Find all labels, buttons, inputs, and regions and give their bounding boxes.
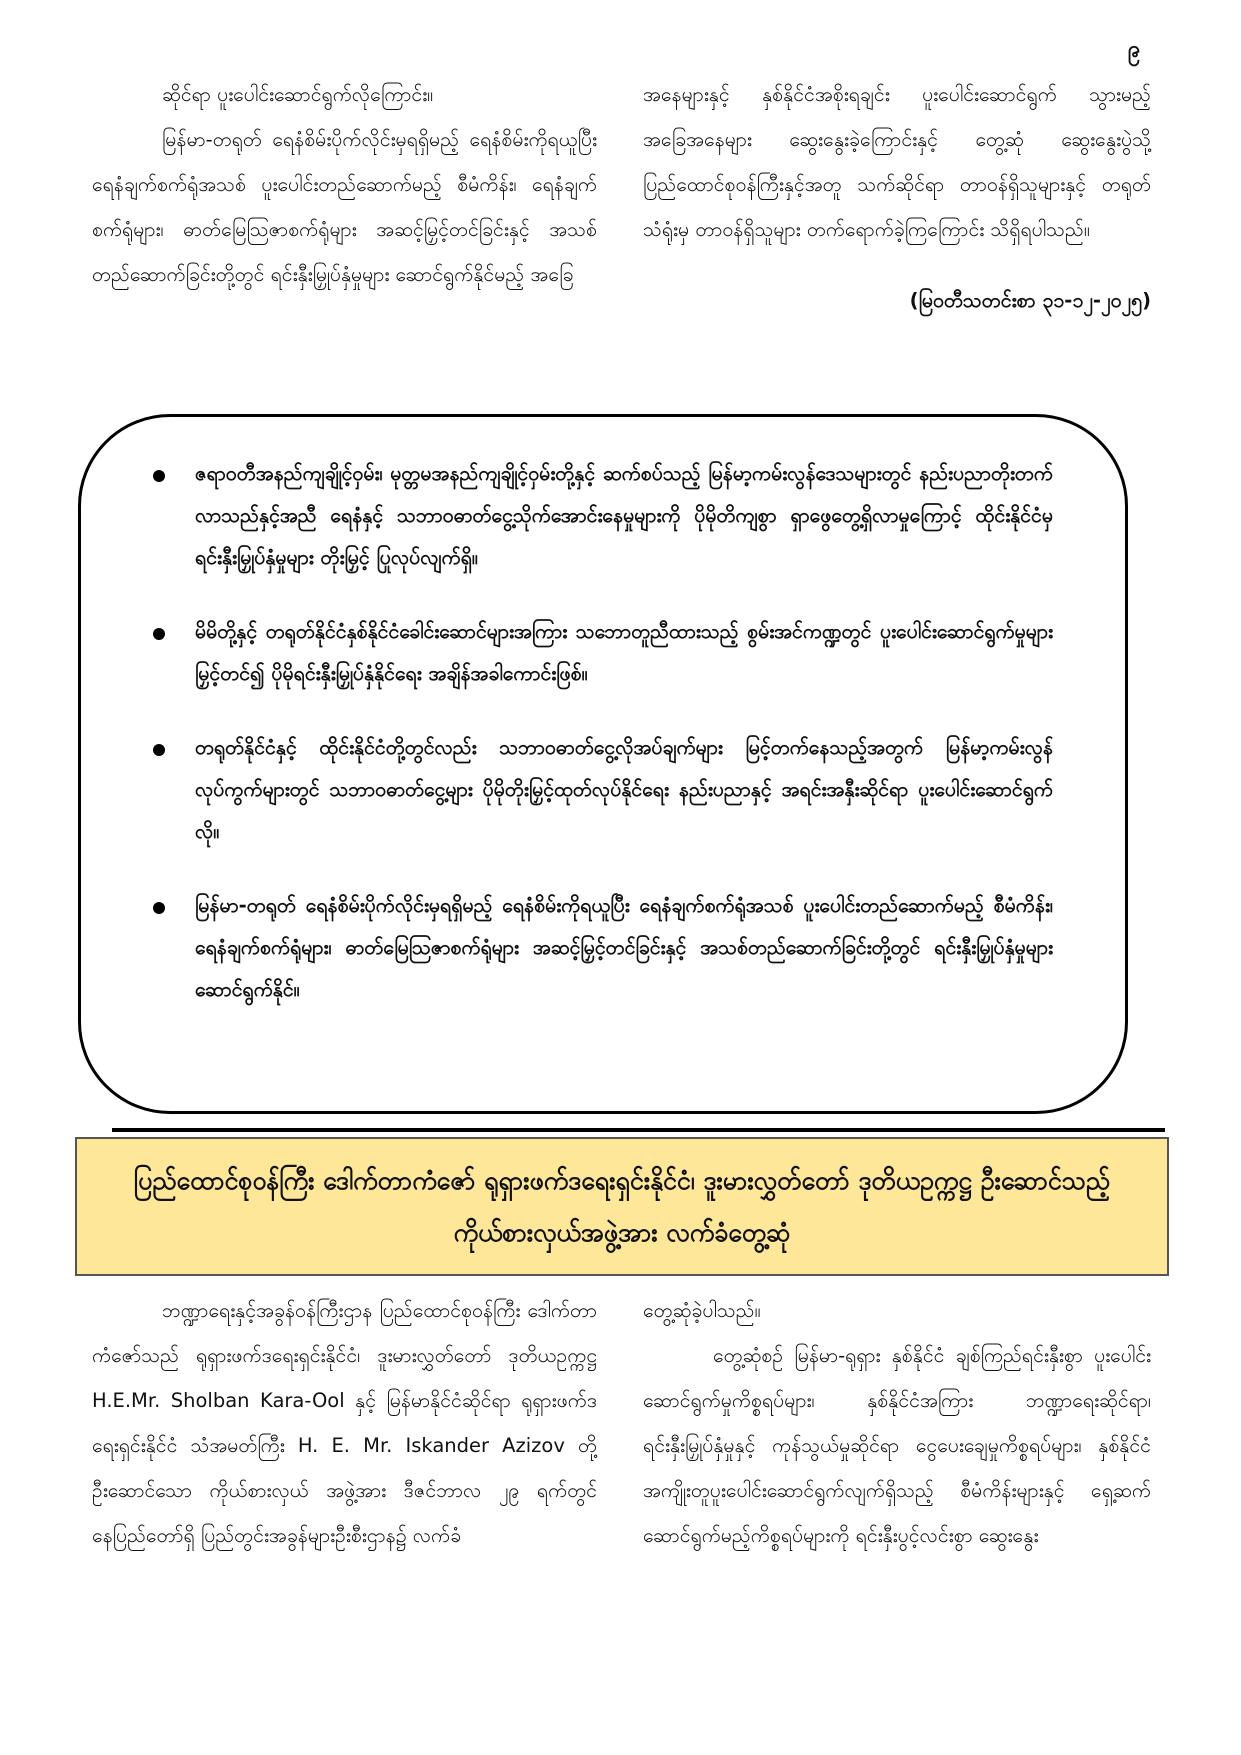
article-bottom-left-column [92,1288,597,1558]
bullet-text: ဇရာဝတီအနည်ကျချိုင့်ဝှမ်း၊ မုတ္တမအနည်ကျချိုင့်ဝှမ်းတို့နှင့် ဆက်စပ်သည့် မြန်မာ့ကမ်းလွန်ဒေသများတွင် နည်းပညာတိုးတက်လာသည်နှင့်အညီ ရေနံနှင့် သဘာဝဓာတ်ငွေ့သိုက်အောင်းနေမှုများကို ပိုမိုတိကျစွာ ရှာဖွေတွေ့ရှိလာမှုကြောင့် ထိုင်းနိုင်ငံမှ ရင်းနှီးမြှုပ်နှံမှုများ တိုးမြှင့် ပြုလုပ်လျက်ရှိ။ [195,462,1053,569]
bullet-text: မြန်မာ-တရုတ် ရေနံစိမ်းပိုက်လိုင်းမှရရှိမည့် ရေနံစိမ်းကိုရယူပြီး ရေနံချက်စက်ရုံအသစ် ပူးပေါင်းတည်ဆောက်မည့် စီမံကိန်း၊ ရေနံချက်စက်ရုံများ၊ ဓာတ်မြေဩဇာစက်ရုံများ အဆင့်မြှင့်တင်ခြင်းနှင့် အသစ်တည်ဆောက်ခြင်းတို့တွင် ရင်းနှီးမြှုပ်နှံမှုများ ဆောင်ရွက်နိုင်။ [195,894,1053,1001]
paragraph: မြန်မာ-တရုတ် ရေနံစိမ်းပိုက်လိုင်းမှရရှိမည့် ရေနံစိမ်းကိုရယူပြီး ရေနံချက်စက်ရုံအသစ် ပူးပေါင်းတည်ဆောက်မည့် စီမံကိန်း၊ ရေနံချက်စက်ရုံများ၊ ဓာတ်မြေဩဇာစက်ရုံများ အဆင့်မြှင့်တင်ခြင်းနှင့် အသစ်တည်ဆောက်ခြင်းတို့တွင် ရင်းနှီးမြှုပ်နှံမှုများ ဆောင်ရွက်နိုင်မည့် အခြေ [92,128,597,286]
article-top-right-column [643,72,1151,323]
summary-bullet [153,885,1053,1011]
section-divider [112,1128,1165,1132]
article-top-left-column [92,72,597,297]
summary-bullet [153,727,1053,853]
article-headline: ပြည်ထောင်စုဝန်ကြီး ဒေါက်တာကံဇော် ရုရှားဖက်ဒရေးရှင်းနိုင်ငံ၊ ဒူးမားလွှတ်တော် ဒုတိယဥက္ကဋ္ဌ ဦးဆောင်သည့် ကိုယ်စားလှယ်အဖွဲ့အား လက်ခံတွေ့ဆုံ [133,1165,1111,1247]
bullet-icon [153,470,165,482]
summary-bullet [153,453,1053,579]
paragraph: ဘဏ္ဍာရေးနှင့်အခွန်ဝန်ကြီးဌာန ပြည်ထောင်စုဝန်ကြီး ဒေါက်တာကံဇော်သည် ရုရှားဖက်ဒရေးရှင်းနိုင်ငံ၊ ဒူးမားလွှတ်တော် ဒုတိယဥက္ကဋ္ဌ H.E.Mr. Sholban Kara-Ool နှင့် မြန်မာနိုင်ငံဆိုင်ရာ ရုရှားဖက်ဒရေးရှင်းနိုင်ငံ သံအမတ်ကြီး H. E. Mr. Iskander Azizov တို့ဦးဆောင်သော ကိုယ်စားလှယ် အဖွဲ့အား ဒီဇင်ဘာလ ၂၉ ရက်တွင် နေပြည်တော်ရှိ ပြည်တွင်းအခွန်များဦးစီးဌာန၌ လက်ခံ [92,1299,597,1547]
bullet-text: မိမိတို့နှင့် တရုတ်နိုင်ငံနှစ်နိုင်ငံခေါင်းဆောင်များအကြား သဘောတူညီထားသည့် စွမ်းအင်ကဏ္ဍတွင် ပူးပေါင်းဆောင်ရွက်မှုများမြှင့်တင်၍ ပိုမိုရင်းနှီးမြှုပ်နှံနိုင်ရေး အချိန်အခါကောင်းဖြစ်။ [195,620,1053,685]
page-number: ၉ [1128,37,1141,62]
bullet-icon [153,902,165,914]
paragraph: တွေ့ဆုံခဲ့ပါသည်။ [643,1299,761,1322]
paragraph: တွေ့ဆုံစဉ် မြန်မာ-ရုရှား နှစ်နိုင်ငံ ချစ်ကြည်ရင်းနှီးစွာ ပူးပေါင်းဆောင်ရွက်မှုကိစ္စရပ်များ၊ နှစ်နိုင်ငံအကြား ဘဏ္ဍာရေးဆိုင်ရာ၊ ရင်းနှီးမြှုပ်နှံမှုနှင့် ကုန်သွယ်မှုဆိုင်ရာ ငွေပေးချေမှုကိစ္စရပ်များ၊ နှစ်နိုင်ငံ အကျိုးတူပူးပေါင်းဆောင်ရွက်လျက်ရှိသည့် စီမံကိန်းများနှင့် ရှေ့ဆက်ဆောင်ရွက်မည့်ကိစ္စရပ်များကို ရင်းနှီးပွင့်လင်းစွာ ဆွေးနွေး [643,1344,1151,1547]
paragraph: ဆိုင်ရာ ပူးပေါင်းဆောင်ရွက်လိုကြောင်း။ [162,83,434,106]
summary-box [78,414,1128,1114]
paragraph: အနေများနှင့် နှစ်နိုင်ငံအစိုးရချင်း ပူးပေါင်းဆောင်ရွက် သွားမည့် အခြေအနေများ ဆွေးနွေးခဲ့ကြောင်းနှင့် တွေ့ဆုံ ဆွေးနွေးပွဲသို့ ပြည်ထောင်စုဝန်ကြီးနှင့်အတူ သက်ဆိုင်ရာ တာဝန်ရှိသူများနှင့် တရုတ်သံရုံးမှ တာဝန်ရှိသူများ တက်ရောက်ခဲ့ကြကြောင်း သိရှိရပါသည်။ [643,83,1151,241]
summary-bullet [153,611,1053,695]
article-bottom-right-column [643,1288,1151,1558]
summary-list [153,453,1053,1011]
headline-banner [75,1137,1169,1276]
bullet-icon [153,744,165,756]
bullet-text: တရုတ်နိုင်ငံနှင့် ထိုင်းနိုင်ငံတို့တွင်လည်း သဘာဝဓာတ်ငွေ့လိုအပ်ချက်များ မြင့်တက်နေသည့်အတွက် မြန်မာ့ကမ်းလွန်လုပ်ကွက်များတွင် သဘာဝဓာတ်ငွေ့များ ပိုမိုတိုးမြှင့်ထုတ်လုပ်နိုင်ရေး နည်းပညာနှင့် အရင်းအနှီးဆိုင်ရာ ပူးပေါင်းဆောင်ရွက်လို။ [195,736,1053,843]
source-citation: (မြဝတီသတင်းစာ ၃၁-၁၂-၂၀၂၅) [909,289,1151,312]
bullet-icon [153,628,165,640]
